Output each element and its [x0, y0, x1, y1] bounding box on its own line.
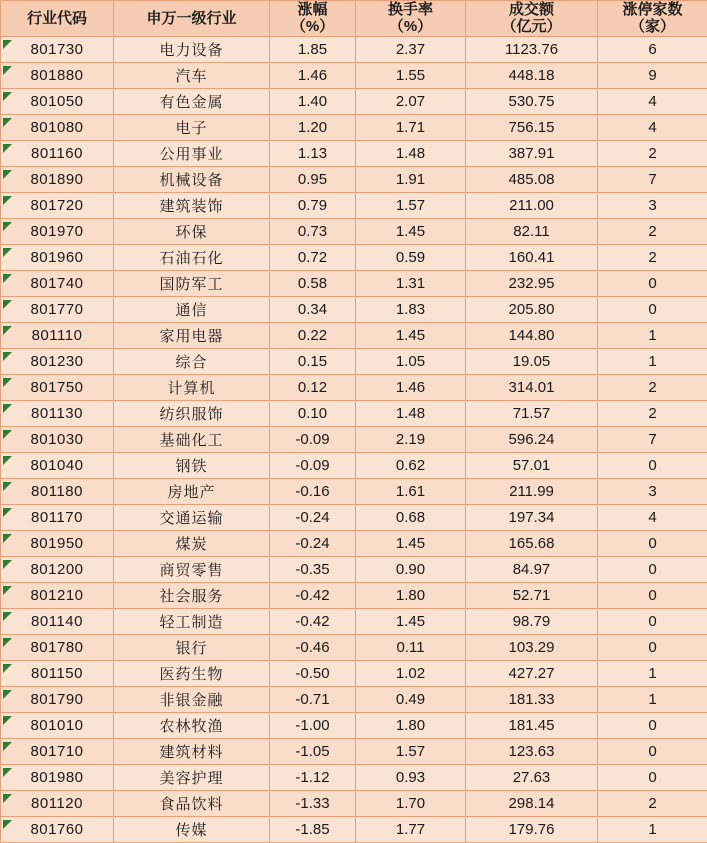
header-line-2: （%）: [270, 18, 355, 35]
table-row: [1, 478, 707, 504]
table-row: [1, 530, 707, 556]
cell-change-pct: 0.79: [270, 192, 356, 218]
corner-flag-icon: [3, 92, 12, 101]
cell-limit-up-count: 2: [598, 140, 707, 166]
table-row: [1, 348, 707, 374]
cell-industry-name: 美容护理: [114, 764, 270, 790]
industry-code-text: 801120: [31, 795, 83, 812]
cell-industry-code: [1, 530, 114, 556]
cell-change-pct: -0.35: [270, 556, 356, 582]
cell-industry-code: [1, 426, 114, 452]
corner-flag-icon: [3, 690, 12, 699]
cell-industry-name: 农林牧渔: [114, 712, 270, 738]
cell-turnover-rate: 1.45: [356, 608, 466, 634]
cell-change-pct: 0.72: [270, 244, 356, 270]
industry-code-text: 801110: [32, 327, 83, 344]
cell-change-pct: 0.15: [270, 348, 356, 374]
cell-change-pct: 0.10: [270, 400, 356, 426]
table-row: [1, 192, 707, 218]
cell-industry-name: 国防军工: [114, 270, 270, 296]
cell-industry-name: 非银金融: [114, 686, 270, 712]
corner-flag-icon: [3, 170, 12, 179]
industry-code-text: 801880: [30, 67, 83, 84]
cell-turnover-amount: 211.99: [466, 478, 598, 504]
cell-turnover-rate: 0.93: [356, 764, 466, 790]
table-row: [1, 244, 707, 270]
table-row: [1, 322, 707, 348]
corner-flag-icon: [3, 196, 12, 205]
table-row: [1, 296, 707, 322]
cell-change-pct: -0.09: [270, 452, 356, 478]
cell-change-pct: 1.40: [270, 88, 356, 114]
cell-industry-name: 汽车: [114, 62, 270, 88]
industry-code-text: 801970: [30, 223, 83, 240]
cell-industry-code: [1, 790, 114, 816]
column-header-industry-code: [1, 1, 114, 37]
cell-turnover-amount: 427.27: [466, 660, 598, 686]
cell-limit-up-count: 0: [598, 608, 707, 634]
cell-change-pct: 0.12: [270, 374, 356, 400]
corner-flag-icon: [3, 456, 12, 465]
cell-industry-name: 建筑装饰: [114, 192, 270, 218]
cell-change-pct: 0.22: [270, 322, 356, 348]
header-line-2: （家）: [598, 18, 707, 35]
header-line-1: 成交额: [466, 1, 597, 18]
cell-industry-code: [1, 36, 114, 62]
industry-code-text: 801790: [30, 691, 83, 708]
table-row: [1, 686, 707, 712]
cell-turnover-rate: 2.37: [356, 36, 466, 62]
corner-flag-icon: [3, 300, 12, 309]
industry-code-text: 801710: [30, 743, 83, 760]
cell-industry-code: [1, 712, 114, 738]
cell-turnover-rate: 1.57: [356, 192, 466, 218]
cell-turnover-amount: 448.18: [466, 62, 598, 88]
cell-industry-name: 钢铁: [114, 452, 270, 478]
cell-limit-up-count: 0: [598, 764, 707, 790]
industry-code-text: 801720: [30, 197, 83, 214]
table-row: [1, 738, 707, 764]
corner-flag-icon: [3, 534, 12, 543]
cell-turnover-rate: 1.55: [356, 62, 466, 88]
cell-change-pct: -1.33: [270, 790, 356, 816]
cell-limit-up-count: 0: [598, 634, 707, 660]
industry-code-text: 801890: [30, 171, 83, 188]
cell-limit-up-count: 1: [598, 660, 707, 686]
cell-industry-name: 通信: [114, 296, 270, 322]
cell-turnover-rate: 1.45: [356, 322, 466, 348]
cell-turnover-amount: 530.75: [466, 88, 598, 114]
header-line-1: 行业代码: [1, 10, 113, 27]
table-body: [1, 36, 707, 842]
cell-turnover-rate: 1.61: [356, 478, 466, 504]
industry-code-text: 801130: [31, 405, 83, 422]
industry-code-text: 801750: [30, 379, 83, 396]
cell-industry-code: [1, 114, 114, 140]
cell-industry-name: 食品饮料: [114, 790, 270, 816]
corner-flag-icon: [3, 482, 12, 491]
corner-flag-icon: [3, 794, 12, 803]
cell-turnover-rate: 1.80: [356, 712, 466, 738]
table-row: [1, 166, 707, 192]
cell-limit-up-count: 7: [598, 166, 707, 192]
corner-flag-icon: [3, 612, 12, 621]
cell-limit-up-count: 0: [598, 296, 707, 322]
cell-industry-code: [1, 478, 114, 504]
industry-code-text: 801740: [30, 275, 83, 292]
header-line-2: （亿元）: [466, 18, 597, 35]
cell-limit-up-count: 2: [598, 374, 707, 400]
cell-change-pct: -0.46: [270, 634, 356, 660]
industry-code-text: 801160: [31, 145, 83, 162]
cell-industry-code: [1, 686, 114, 712]
cell-change-pct: 0.58: [270, 270, 356, 296]
cell-limit-up-count: 2: [598, 790, 707, 816]
cell-change-pct: -1.05: [270, 738, 356, 764]
cell-turnover-rate: 1.31: [356, 270, 466, 296]
table-row: [1, 556, 707, 582]
cell-turnover-amount: 485.08: [466, 166, 598, 192]
cell-limit-up-count: 2: [598, 218, 707, 244]
industry-code-text: 801040: [30, 457, 83, 474]
table-row: [1, 608, 707, 634]
cell-limit-up-count: 4: [598, 88, 707, 114]
cell-limit-up-count: 1: [598, 816, 707, 842]
corner-flag-icon: [3, 118, 12, 127]
cell-limit-up-count: 6: [598, 36, 707, 62]
industry-code-text: 801230: [30, 353, 83, 370]
cell-industry-name: 有色金属: [114, 88, 270, 114]
cell-turnover-amount: 84.97: [466, 556, 598, 582]
cell-industry-name: 电力设备: [114, 36, 270, 62]
cell-turnover-amount: 232.95: [466, 270, 598, 296]
cell-turnover-rate: 1.57: [356, 738, 466, 764]
cell-industry-name: 石油石化: [114, 244, 270, 270]
industry-code-text: 801980: [30, 769, 83, 786]
table-row: [1, 660, 707, 686]
table-row: [1, 634, 707, 660]
cell-limit-up-count: 4: [598, 114, 707, 140]
table-row: [1, 374, 707, 400]
column-header-limit-up-count: [598, 1, 707, 37]
cell-turnover-amount: 57.01: [466, 452, 598, 478]
cell-turnover-rate: 0.59: [356, 244, 466, 270]
corner-flag-icon: [3, 40, 12, 49]
corner-flag-icon: [3, 664, 12, 673]
cell-limit-up-count: 1: [598, 686, 707, 712]
cell-industry-name: 机械设备: [114, 166, 270, 192]
header-line-1: 涨停家数: [598, 1, 707, 18]
cell-turnover-amount: 181.45: [466, 712, 598, 738]
industry-code-text: 801760: [30, 821, 83, 838]
corner-flag-icon: [3, 222, 12, 231]
cell-industry-code: [1, 634, 114, 660]
cell-industry-code: [1, 738, 114, 764]
cell-change-pct: -0.42: [270, 608, 356, 634]
cell-limit-up-count: 0: [598, 530, 707, 556]
table-row: [1, 816, 707, 842]
cell-turnover-amount: 179.76: [466, 816, 598, 842]
cell-turnover-amount: 181.33: [466, 686, 598, 712]
cell-industry-code: [1, 88, 114, 114]
cell-turnover-amount: 160.41: [466, 244, 598, 270]
cell-turnover-amount: 52.71: [466, 582, 598, 608]
industry-code-text: 801950: [30, 535, 83, 552]
cell-industry-code: [1, 452, 114, 478]
cell-limit-up-count: 9: [598, 62, 707, 88]
industry-code-text: 801780: [30, 639, 83, 656]
corner-flag-icon: [3, 742, 12, 751]
cell-industry-code: [1, 374, 114, 400]
cell-turnover-amount: 298.14: [466, 790, 598, 816]
cell-change-pct: -0.09: [270, 426, 356, 452]
cell-industry-name: 交通运输: [114, 504, 270, 530]
cell-industry-name: 环保: [114, 218, 270, 244]
cell-turnover-rate: 1.02: [356, 660, 466, 686]
cell-industry-code: [1, 556, 114, 582]
cell-turnover-amount: 205.80: [466, 296, 598, 322]
cell-limit-up-count: 0: [598, 582, 707, 608]
cell-change-pct: -0.24: [270, 504, 356, 530]
table-row: [1, 764, 707, 790]
cell-industry-code: [1, 660, 114, 686]
cell-industry-code: [1, 816, 114, 842]
corner-flag-icon: [3, 820, 12, 829]
cell-change-pct: -0.50: [270, 660, 356, 686]
cell-turnover-rate: 1.71: [356, 114, 466, 140]
table-row: [1, 712, 707, 738]
industry-code-text: 801730: [30, 41, 83, 58]
cell-industry-name: 综合: [114, 348, 270, 374]
cell-limit-up-count: 2: [598, 400, 707, 426]
industry-code-text: 801030: [30, 431, 83, 448]
cell-limit-up-count: 2: [598, 244, 707, 270]
corner-flag-icon: [3, 248, 12, 257]
industry-code-text: 801050: [30, 93, 83, 110]
cell-industry-code: [1, 192, 114, 218]
cell-turnover-amount: 211.00: [466, 192, 598, 218]
cell-limit-up-count: 0: [598, 452, 707, 478]
cell-industry-name: 公用事业: [114, 140, 270, 166]
cell-change-pct: 0.95: [270, 166, 356, 192]
cell-turnover-amount: 387.91: [466, 140, 598, 166]
cell-limit-up-count: 0: [598, 556, 707, 582]
cell-turnover-rate: 1.77: [356, 816, 466, 842]
header-line-2: （%）: [356, 18, 465, 35]
cell-limit-up-count: 1: [598, 322, 707, 348]
cell-change-pct: -0.16: [270, 478, 356, 504]
cell-change-pct: -1.12: [270, 764, 356, 790]
cell-change-pct: 0.73: [270, 218, 356, 244]
cell-turnover-rate: 1.45: [356, 530, 466, 556]
cell-turnover-amount: 98.79: [466, 608, 598, 634]
cell-industry-code: [1, 608, 114, 634]
corner-flag-icon: [3, 560, 12, 569]
cell-industry-name: 煤炭: [114, 530, 270, 556]
cell-industry-code: [1, 270, 114, 296]
cell-industry-code: [1, 166, 114, 192]
cell-industry-name: 建筑材料: [114, 738, 270, 764]
cell-turnover-rate: 2.19: [356, 426, 466, 452]
cell-turnover-rate: 0.68: [356, 504, 466, 530]
cell-turnover-amount: 71.57: [466, 400, 598, 426]
cell-turnover-rate: 0.11: [356, 634, 466, 660]
corner-flag-icon: [3, 638, 12, 647]
cell-change-pct: 1.13: [270, 140, 356, 166]
cell-change-pct: 1.20: [270, 114, 356, 140]
table-row: [1, 88, 707, 114]
header-line-1: 换手率: [356, 1, 465, 18]
cell-industry-code: [1, 504, 114, 530]
corner-flag-icon: [3, 378, 12, 387]
cell-industry-code: [1, 348, 114, 374]
cell-turnover-rate: 2.07: [356, 88, 466, 114]
header-line-1: 涨幅: [270, 1, 355, 18]
corner-flag-icon: [3, 586, 12, 595]
cell-change-pct: -0.24: [270, 530, 356, 556]
industry-code-text: 801960: [30, 249, 83, 266]
corner-flag-icon: [3, 326, 12, 335]
column-header-industry-name: [114, 1, 270, 37]
cell-change-pct: -0.71: [270, 686, 356, 712]
industry-code-text: 801010: [30, 717, 83, 734]
cell-turnover-amount: 165.68: [466, 530, 598, 556]
table-row: [1, 504, 707, 530]
corner-flag-icon: [3, 66, 12, 75]
cell-turnover-rate: 1.45: [356, 218, 466, 244]
industry-code-text: 801170: [31, 509, 83, 526]
cell-industry-code: [1, 140, 114, 166]
cell-industry-name: 基础化工: [114, 426, 270, 452]
cell-turnover-amount: 756.15: [466, 114, 598, 140]
cell-limit-up-count: 7: [598, 426, 707, 452]
cell-limit-up-count: 4: [598, 504, 707, 530]
cell-limit-up-count: 0: [598, 270, 707, 296]
corner-flag-icon: [3, 508, 12, 517]
column-header-turnover-amount: [466, 1, 598, 37]
cell-change-pct: -1.00: [270, 712, 356, 738]
cell-industry-name: 银行: [114, 634, 270, 660]
cell-turnover-rate: 1.70: [356, 790, 466, 816]
cell-turnover-amount: 19.05: [466, 348, 598, 374]
industry-code-text: 801180: [31, 483, 83, 500]
corner-flag-icon: [3, 430, 12, 439]
cell-industry-code: [1, 400, 114, 426]
cell-industry-code: [1, 218, 114, 244]
cell-limit-up-count: 0: [598, 712, 707, 738]
cell-turnover-rate: 0.49: [356, 686, 466, 712]
cell-change-pct: -1.85: [270, 816, 356, 842]
table-row: [1, 114, 707, 140]
column-header-turnover-rate: [356, 1, 466, 37]
cell-turnover-amount: 123.63: [466, 738, 598, 764]
table-row: [1, 36, 707, 62]
cell-turnover-rate: 0.90: [356, 556, 466, 582]
table-row: [1, 790, 707, 816]
cell-industry-name: 传媒: [114, 816, 270, 842]
column-header-change-pct: [270, 1, 356, 37]
cell-turnover-rate: 1.05: [356, 348, 466, 374]
cell-limit-up-count: 3: [598, 478, 707, 504]
cell-limit-up-count: 1: [598, 348, 707, 374]
cell-industry-name: 社会服务: [114, 582, 270, 608]
cell-turnover-amount: 144.80: [466, 322, 598, 348]
cell-turnover-amount: 197.34: [466, 504, 598, 530]
cell-turnover-amount: 27.63: [466, 764, 598, 790]
header-row: [1, 1, 707, 37]
industry-code-text: 801210: [30, 587, 83, 604]
cell-industry-code: [1, 62, 114, 88]
industry-code-text: 801080: [30, 119, 83, 136]
cell-turnover-rate: 1.48: [356, 140, 466, 166]
cell-industry-name: 纺织服饰: [114, 400, 270, 426]
cell-industry-name: 家用电器: [114, 322, 270, 348]
cell-change-pct: -0.42: [270, 582, 356, 608]
cell-turnover-rate: 1.48: [356, 400, 466, 426]
cell-turnover-amount: 1123.76: [466, 36, 598, 62]
cell-industry-name: 轻工制造: [114, 608, 270, 634]
industry-code-text: 801770: [30, 301, 83, 318]
corner-flag-icon: [3, 274, 12, 283]
cell-turnover-rate: 1.83: [356, 296, 466, 322]
industry-code-text: 801150: [31, 665, 83, 682]
cell-industry-name: 医药生物: [114, 660, 270, 686]
cell-industry-name: 房地产: [114, 478, 270, 504]
table-row: [1, 62, 707, 88]
cell-turnover-amount: 103.29: [466, 634, 598, 660]
table-row: [1, 270, 707, 296]
cell-change-pct: 0.34: [270, 296, 356, 322]
cell-industry-code: [1, 582, 114, 608]
cell-limit-up-count: 3: [598, 192, 707, 218]
cell-turnover-rate: 1.80: [356, 582, 466, 608]
cell-industry-code: [1, 296, 114, 322]
cell-turnover-rate: 1.91: [356, 166, 466, 192]
cell-limit-up-count: 0: [598, 738, 707, 764]
table-row: [1, 140, 707, 166]
table-row: [1, 452, 707, 478]
corner-flag-icon: [3, 404, 12, 413]
cell-industry-code: [1, 244, 114, 270]
cell-turnover-rate: 1.46: [356, 374, 466, 400]
cell-change-pct: 1.46: [270, 62, 356, 88]
cell-industry-code: [1, 322, 114, 348]
cell-industry-name: 商贸零售: [114, 556, 270, 582]
corner-flag-icon: [3, 768, 12, 777]
corner-flag-icon: [3, 716, 12, 725]
corner-flag-icon: [3, 144, 12, 153]
table-header: [1, 1, 707, 37]
corner-flag-icon: [3, 352, 12, 361]
cell-change-pct: 1.85: [270, 36, 356, 62]
table-row: [1, 426, 707, 452]
industry-code-text: 801200: [30, 561, 83, 578]
table-row: [1, 218, 707, 244]
cell-turnover-rate: 0.62: [356, 452, 466, 478]
cell-industry-code: [1, 764, 114, 790]
cell-turnover-amount: 314.01: [466, 374, 598, 400]
table-row: [1, 400, 707, 426]
table-row: [1, 582, 707, 608]
cell-industry-name: 电子: [114, 114, 270, 140]
cell-turnover-amount: 596.24: [466, 426, 598, 452]
cell-industry-name: 计算机: [114, 374, 270, 400]
cell-turnover-amount: 82.11: [466, 218, 598, 244]
industry-code-text: 801140: [31, 613, 83, 630]
header-line-1: 申万一级行业: [114, 10, 269, 27]
